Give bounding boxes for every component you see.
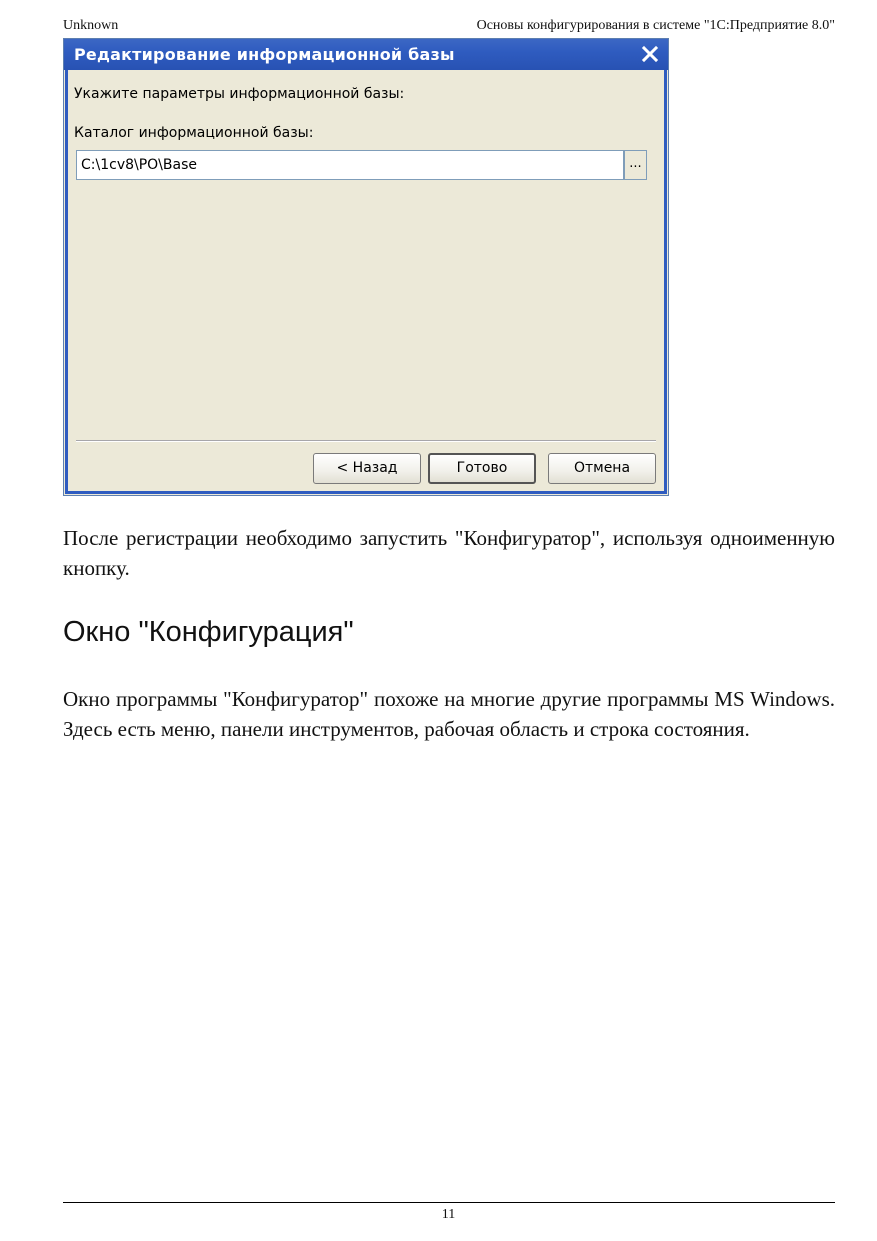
dialog-title: Редактирование информационной базы [74,45,455,64]
page-number: 11 [441,1207,456,1222]
footer-rule [63,1202,835,1203]
browse-button[interactable]: ... [624,150,647,180]
paragraph-registration: После регистрации необходимо запустить "Конфигуратор", используя одноименную кнопку. [63,526,835,580]
dialog-prompt: Укажите параметры информационной базы: [74,86,405,102]
dialog-titlebar[interactable] [64,39,668,70]
catalog-label: Каталог информационной базы: [74,125,314,141]
catalog-path-input[interactable] [76,150,624,180]
done-button[interactable]: Готово [428,453,536,484]
close-icon[interactable] [641,45,659,63]
edit-infobase-dialog [63,38,669,496]
header-right: Основы конфигурирования в системе "1С:Предприятие 8.0" [476,18,835,33]
paragraph-configurator-window: Окно программы "Конфигуратор" похоже на многие другие программы MS Windows. Здесь есть меню, панели инструментов, рабочая область и строка состояния. [63,687,835,741]
dialog-separator [76,440,656,442]
cancel-button[interactable]: Отмена [548,453,656,484]
section-heading: Окно "Конфигурация" [63,616,354,648]
back-button[interactable]: < Назад [313,453,421,484]
header-left: Unknown [63,18,119,33]
